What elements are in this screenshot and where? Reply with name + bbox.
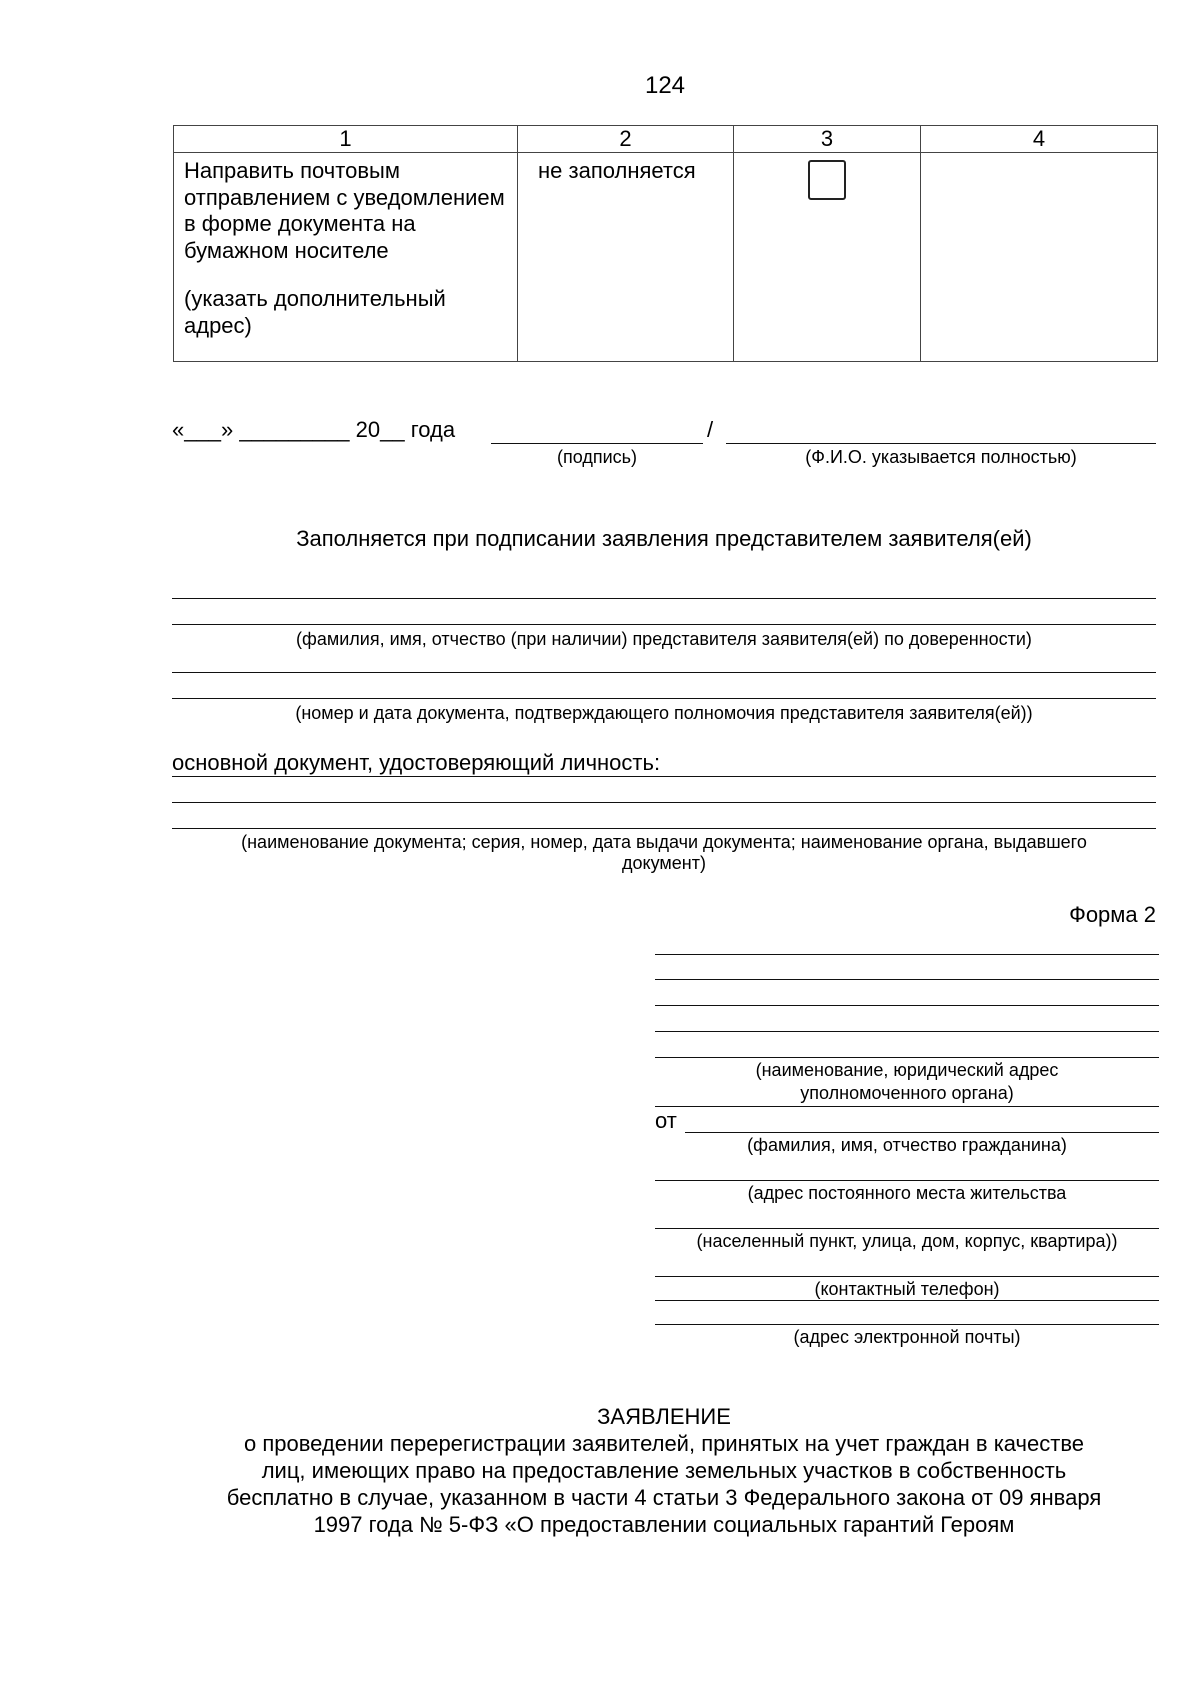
email-line-2[interactable] <box>655 1324 1159 1325</box>
year-word: года <box>410 417 456 442</box>
org-line-5[interactable] <box>655 1057 1159 1058</box>
authority-doc-caption: (номер и дата документа, подтверждающего полномочия представителя заявителя(ей)) <box>295 703 1033 723</box>
id-document-line-2[interactable] <box>172 802 1156 803</box>
org-caption-2: уполномоченного органа) <box>800 1083 1014 1103</box>
org-line-6[interactable] <box>655 1106 1159 1107</box>
id-document-caption-1: (наименование документа; серия, номер, дата выдачи документа; наименование органа, выдавшего <box>241 832 1087 852</box>
citizen-name-line[interactable] <box>685 1132 1159 1133</box>
value-cell <box>518 153 734 362</box>
statement-line: бесплатно в случае, указанном в части 4 статьи 3 Федерального закона от 09 января <box>226 1485 1102 1510</box>
year-prefix: 20 <box>355 417 381 442</box>
authority-doc-line-1[interactable] <box>172 672 1156 673</box>
empty-cell <box>921 153 1158 362</box>
date-close-quote: » <box>220 417 234 442</box>
statement-line: лиц, имеющих право на предоставление земельных участков в собственность <box>261 1458 1067 1483</box>
authority-doc-line-2[interactable] <box>172 698 1156 699</box>
statement-title: ЗАЯВЛЕНИЕ <box>597 1404 731 1429</box>
org-line-1[interactable] <box>655 954 1159 955</box>
option-cell <box>174 153 518 362</box>
citizen-name-caption: (фамилия, имя, отчество гражданина) <box>747 1135 1067 1155</box>
signature-separator: / <box>707 417 714 442</box>
delivery-options-table <box>173 125 1158 362</box>
table-header-row <box>174 126 1158 153</box>
postal-delivery-checkbox[interactable] <box>808 160 846 200</box>
option-note: (указать дополнительный адрес) <box>184 286 446 338</box>
signature-line[interactable] <box>491 443 703 444</box>
not-filled-text: не заполняется <box>538 158 696 183</box>
checkbox-cell <box>734 153 921 362</box>
org-caption-1: (наименование, юридический адрес <box>755 1060 1059 1080</box>
statement-line: о проведении перерегистрации заявителей, принятых на учет граждан в качестве <box>243 1431 1085 1456</box>
email-line-1[interactable] <box>655 1300 1159 1301</box>
statement-line: 1997 года № 5-ФЗ «О предоставлении социальных гарантий Героям <box>313 1512 1015 1537</box>
org-line-2[interactable] <box>655 979 1159 980</box>
year-blank[interactable]: __ <box>380 417 405 442</box>
address-detail-line[interactable] <box>655 1228 1159 1229</box>
representative-line-1[interactable] <box>172 598 1156 599</box>
address-line[interactable] <box>655 1180 1159 1181</box>
signature-caption: (подпись) <box>556 447 638 467</box>
page-number: 124 <box>644 72 686 99</box>
representative-line-2[interactable] <box>172 624 1156 625</box>
form-2-label: Форма 2 <box>1069 902 1156 927</box>
date-line <box>172 417 455 443</box>
column-header: 3 <box>734 126 921 153</box>
phone-caption: (контактный телефон) <box>814 1279 1000 1299</box>
from-label: от <box>655 1108 677 1133</box>
date-open-quote: « <box>172 417 185 442</box>
column-header: 1 <box>174 126 518 153</box>
representative-heading: Заполняется при подписании заявления представителем заявителя(ей) <box>296 526 1032 551</box>
representative-name-caption: (фамилия, имя, отчество (при наличии) представителя заявителя(ей) по доверенности) <box>296 629 1032 649</box>
email-caption: (адрес электронной почты) <box>793 1327 1021 1347</box>
address-detail-caption: (населенный пункт, улица, дом, корпус, квартира)) <box>696 1231 1118 1251</box>
id-document-line-1[interactable] <box>172 776 1156 777</box>
phone-line[interactable] <box>655 1276 1159 1277</box>
fio-line[interactable] <box>726 443 1156 444</box>
id-document-line-3[interactable] <box>172 828 1156 829</box>
fio-caption: (Ф.И.О. указывается полностью) <box>805 447 1077 467</box>
id-document-label: основной документ, удостоверяющий личность: <box>172 750 661 775</box>
org-line-3[interactable] <box>655 1005 1159 1006</box>
option-text: Направить почтовым отправлением с уведомлением в форме документа на бумажном носителе <box>184 158 505 263</box>
column-header: 4 <box>921 126 1158 153</box>
date-month-blank[interactable]: _________ <box>239 417 350 442</box>
table-row <box>174 153 1158 362</box>
org-line-4[interactable] <box>655 1031 1159 1032</box>
date-day-blank[interactable]: ___ <box>184 417 221 442</box>
address-caption: (адрес постоянного места жительства <box>747 1183 1067 1203</box>
id-document-caption-2: документ) <box>622 853 706 873</box>
column-header: 2 <box>518 126 734 153</box>
